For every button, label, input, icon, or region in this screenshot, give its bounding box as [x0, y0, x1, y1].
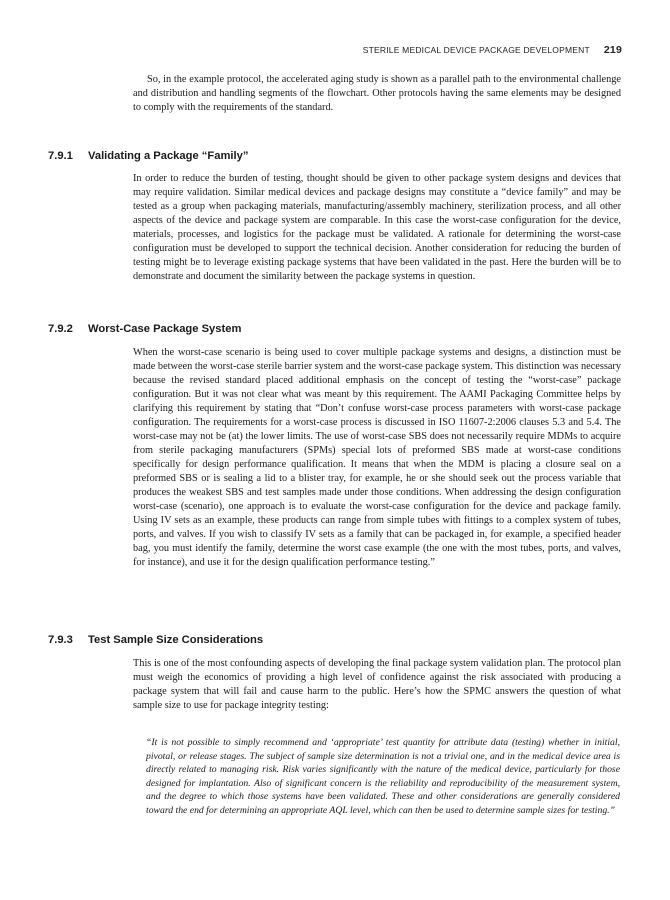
- section-heading-7-9-3: [48, 634, 263, 646]
- section-heading-7-9-2: [48, 323, 241, 335]
- section-title: Validating a Package “Family”: [88, 150, 249, 162]
- running-head: [363, 44, 622, 56]
- section-number: 7.9.1: [48, 150, 73, 162]
- section-7-9-1-paragraph: In order to reduce the burden of testing, thought should be given to other package system designs and devices that may require validation. Similar medical devices and package designs may constitute a “device family” and may be tested as a group when packaging materials, manufacturing/assembly machinery, sterilization process, and all other aspects of the device and package system are comparable. In this case the worst-case configuration for the device, materials, processes, and logistics for the package must be validated. A rationale for determining the worst-case configuration must be developed to support the technical decision. Another consideration for reducing the burden of testing might be to leverage existing package systems that have been validated in the past. Here the burden will be to demonstrate and document the similarity between the package systems in question.: [133, 173, 621, 282]
- section-number: 7.9.3: [48, 634, 73, 646]
- section-title: Test Sample Size Considerations: [88, 634, 264, 646]
- intro-paragraph: So, in the example protocol, the accelerated aging study is shown as a parallel path to the environmental challenge and distribution and handling segments of the flowchart. Other protocols having the same elements may be designed to comply with the requirements of the standard.: [133, 74, 621, 113]
- running-head-title: STERILE MEDICAL DEVICE PACKAGE DEVELOPMENT: [362, 45, 590, 55]
- page-number: 219: [603, 44, 622, 56]
- section-heading-7-9-1: [48, 150, 248, 162]
- section-7-9-3-paragraph: This is one of the most confounding aspects of developing the final package system validation plan. The protocol plan must weigh the economics of providing a high level of confidence against the risk associated with producing a package system that will fail and cause harm to the public. Here’s how the SPMC answers the question of what sample size to use for package integrity testing:: [133, 658, 621, 711]
- section-title: Worst-Case Package System: [88, 323, 242, 335]
- spmc-quote-block: “It is not possible to simply recommend and ‘appropriate’ test quantity for attribute data (testing) whether in initial, pivotal, or release stages. The subject of sample size determination is not a trivial one, and in the medical device area is directly related to managing risk. Risk varies significantly with the nature of the medical device, particularly for those designed for implantation. Also of significant concern is the reliability and reproducibility of the measurement system, and the degree to which those systems have been validated. These and other considerations are generally considered toward the end for determining an appropriate AQL level, which can then be used to determine sample sizes for testing.”: [146, 737, 620, 816]
- section-number: 7.9.2: [48, 323, 73, 335]
- section-7-9-2-paragraph: When the worst-case scenario is being used to cover multiple package systems and designs, a distinction must be made between the worst-case sterile barrier system and the worst-case package system. This distinction was necessary because the revised standard placed additional emphasis on the concept of testing the “worst-case” package configuration. But it was not clear what was meant by this requirement. The AAMI Packaging Committee helps by clarifying this requirement by stating that “Don’t confuse worst-case process parameters with worst-case package configuration. The requirements for a worst-case process is discussed in ISO 11607-2:2006 clauses 5.3 and 5.4. The worst-case may not be (at) the lower limits. The use of worst-case SBS does not necessarily require MDMs to acquire from sterile packaging manufacturers (SPMs) special lots of preformed SBS made at worst-case conditions specifically for design performance qualification. It means that when the MDM is placing a closure seal on a preformed SBS or is sealing a lid to a blister tray, for example, he or she should seek out the process variable that produces the weakest SBS and test samples made under those conditions. When addressing the design configuration worst-case (scenario), one approach is to evaluate the worst-case configuration for the device and package family. Using IV sets as an example, these products can range from simple tubes with fittings to a complex system of tubes, ports, and valves. If you wish to classify IV sets as a family that can be packaged in, for example, a specified header bag, you must identify the family, determine the worst case example (the one with the most tubes, ports, and valves, for instance), and use it for the design qualification performance testing.”: [133, 347, 621, 568]
